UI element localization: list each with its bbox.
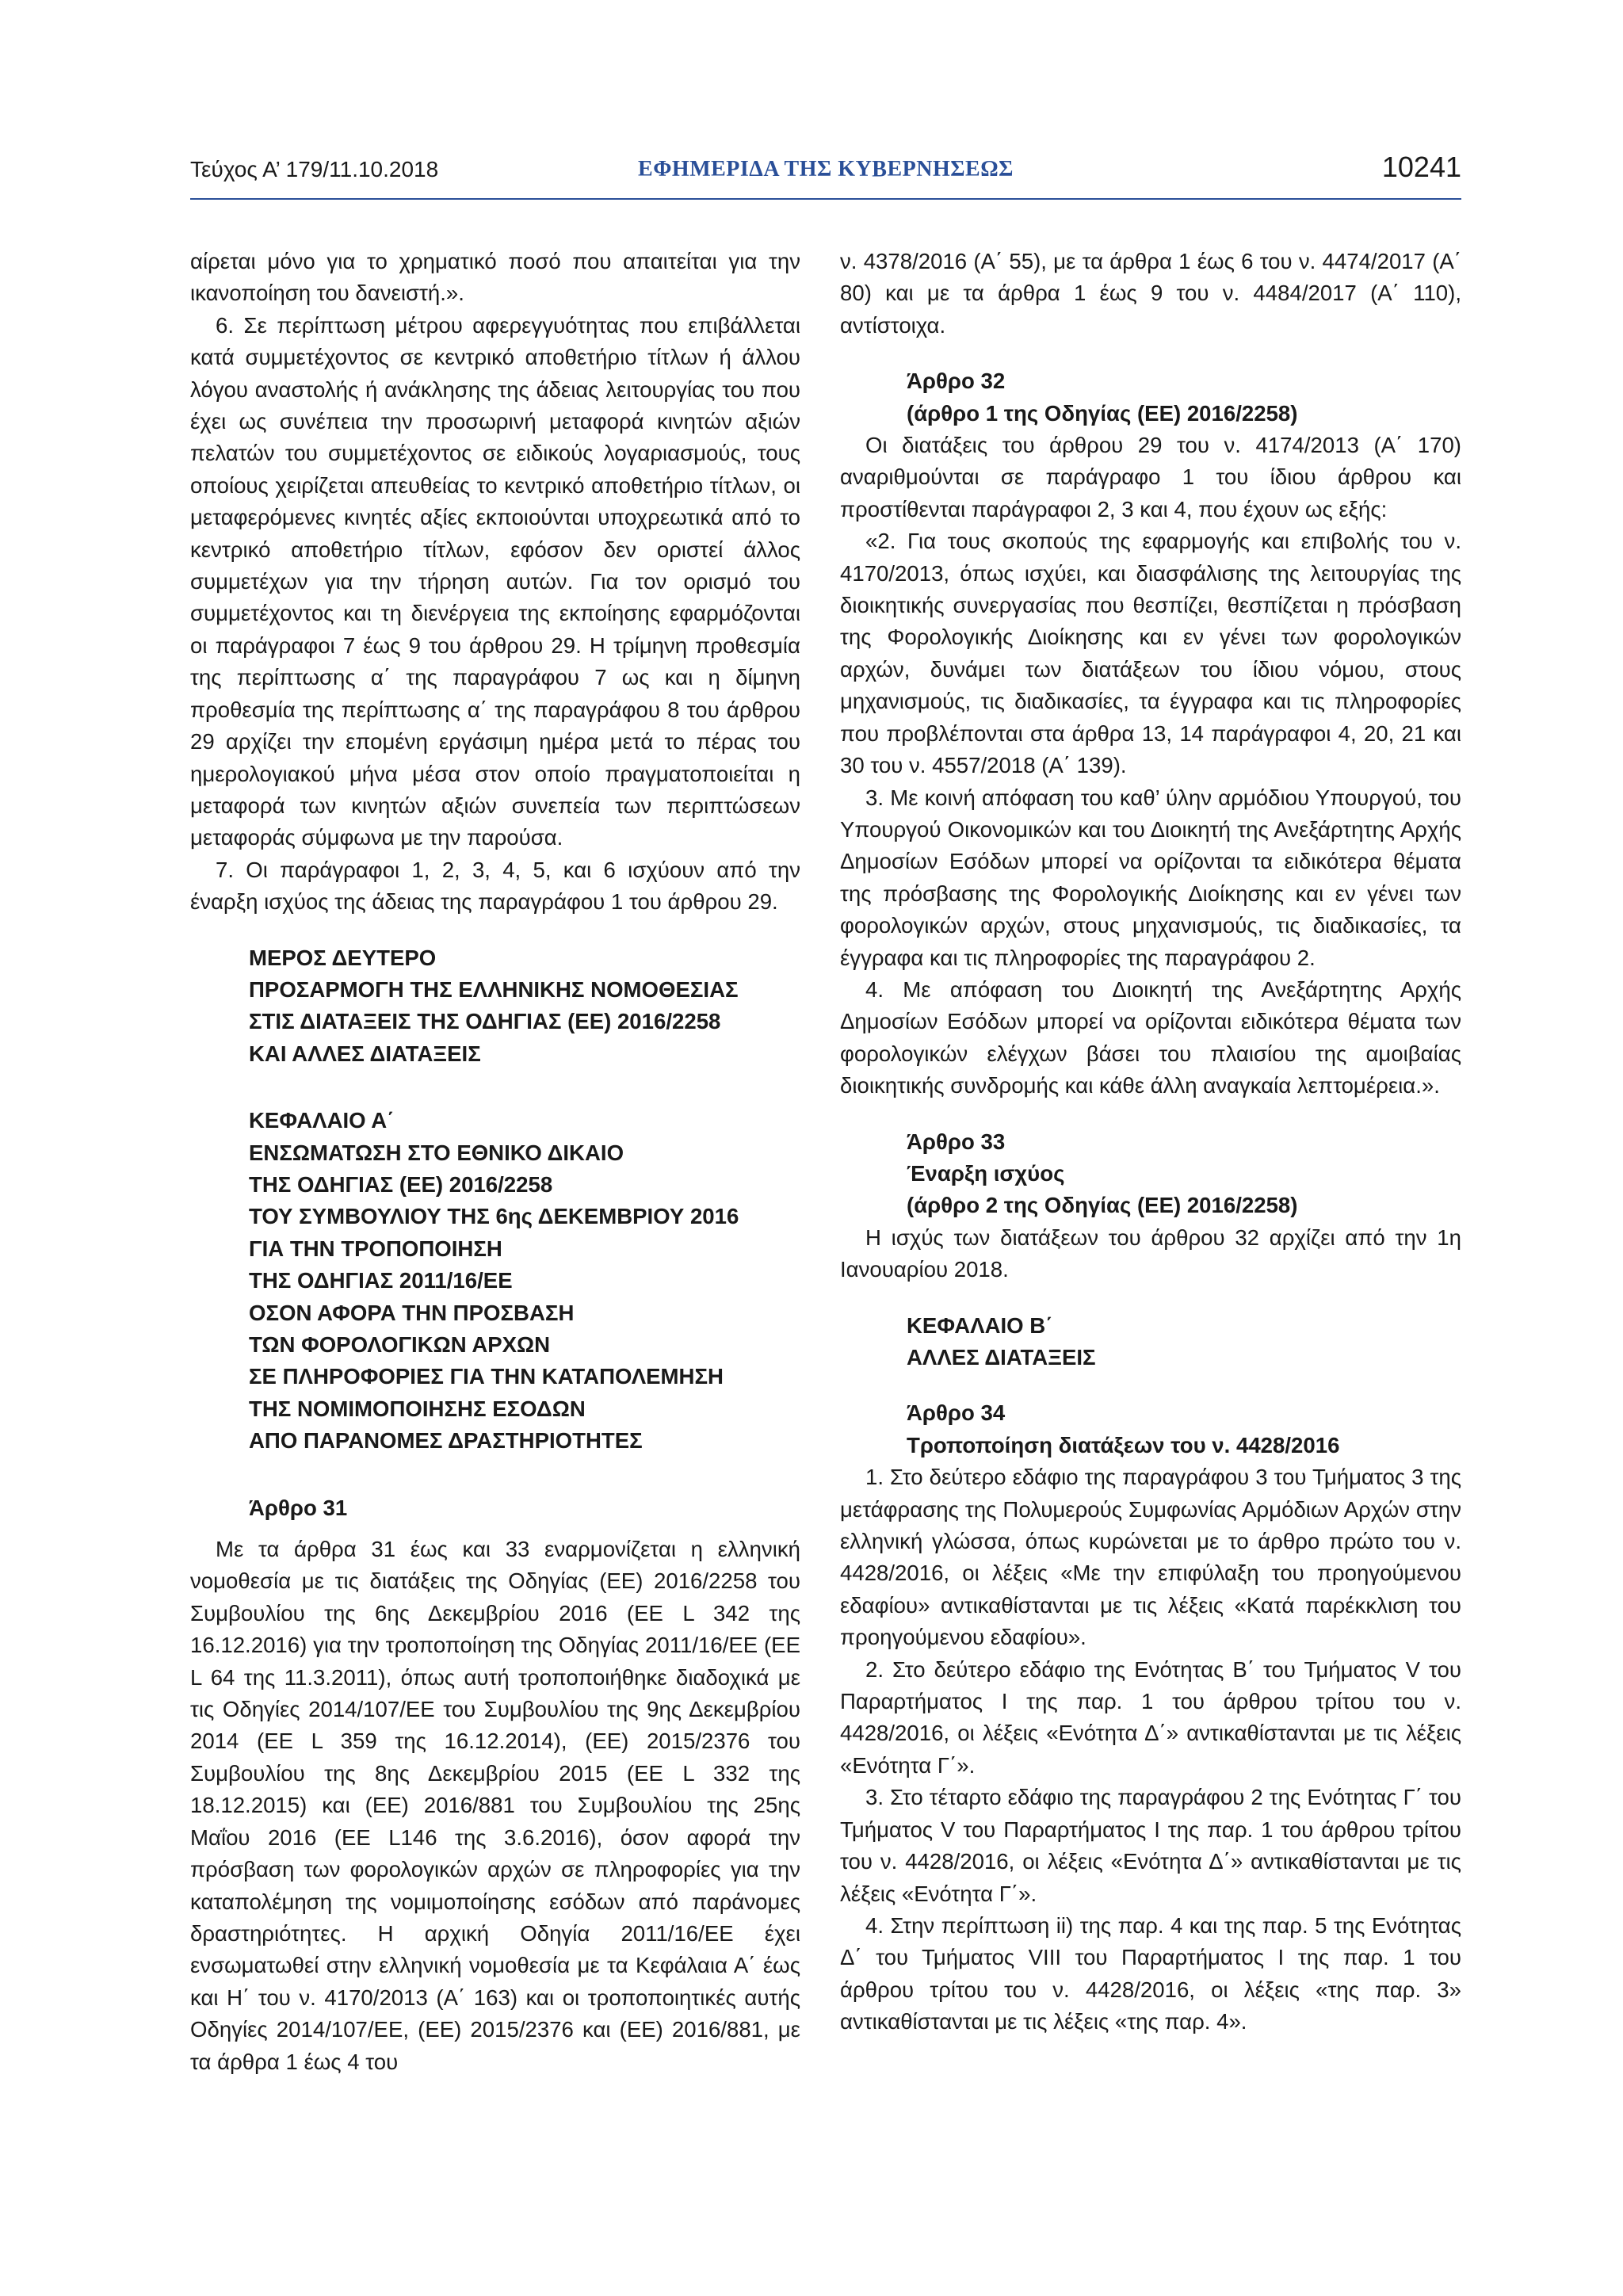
article-33-title: Άρθρο 33 (907, 1129, 1006, 1154)
paragraph: 7. Οι παράγραφοι 1, 2, 3, 4, 5, και 6 ισχύουν από την έναρξη ισχύος της άδειας της παραγράφου 1 του άρθρου 29. (190, 857, 800, 915)
chapter-b-heading (840, 1310, 1461, 1374)
heading-line: ΕΝΣΩΜΑΤΩΣΗ ΣΤΟ ΕΘΝΙΚΟ ΔΙΚΑΙΟ (249, 1140, 624, 1165)
heading-line: ΚΑΙ ΑΛΛΕΣ ΔΙΑΤΑΞΕΙΣ (249, 1041, 481, 1066)
paragraph: 2. Στο δεύτερο εδάφιο της Ενότητας Β΄ του Τμήματος V του Παραρτήματος Ι της παρ. 1 του άρθρου τρίτου του ν. 4428/2016, οι λέξεις «Ενότητα Δ΄» αντικαθίστανται με τις λέξεις «Ενότητα Γ΄». (840, 1656, 1461, 1778)
heading-line: ΜΕΡΟΣ ΔΕΥΤΕΡΟ (249, 945, 437, 970)
heading-line: ΤΗΣ ΝΟΜΙΜΟΠΟΙΗΣΗΣ ΕΣΟΔΩΝ (249, 1396, 586, 1421)
article-31-title: Άρθρο 31 (249, 1495, 348, 1520)
paragraph: 6. Σε περίπτωση μέτρου αφερεγγυότητας που επιβάλλεται κατά συμμετέχοντος σε κεντρικό αποθετήριο τίτλων ή άλλου λόγου αναστολής ή ανάκλησης της άδειας λειτουργίας του που έχει ως συνέπεια την προσωρινή μεταφορά κινητών αξιών πελατών του συμμετέχοντος σε ειδικούς λογαριασμούς, τους οποίους χειρίζεται απευθείας το κεντρικό αποθετήριο τίτλων, οι μεταφερόμενες κινητές αξίες εκποιούνται υποχρεωτικά από το κεντρικό αποθετήριο τίτλων, εφόσον δεν οριστεί άλλος συμμετέχων για την τήρηση αυτών. Για τον ορισμό του συμμετέχοντος και τη διενέργεια της εκποίησης εφαρμόζονται οι παράγραφοι 7 έως 9 του άρθρου 29. Η τρίμηνη προθεσμία της περίπτωσης α΄ της παραγράφου 7 ως και η δίμηνη προθεσμία της περίπτωσης α΄ της παραγράφου 8 του άρθρου 29 αρχίζει την επομένη εργάσιμη ημέρα μετά το πέρας του ημερολογιακού μήνα μέσα στον οποίο πραγματοποιείται η μεταφορά των κινητών αξιών συνεπεία των περιπτώσεων μεταφοράς σύμφωνα με την παρούσα. (190, 312, 800, 850)
article-34-subtitle: Τροποποίηση διατάξεων του ν. 4428/2016 (907, 1432, 1340, 1457)
article-33-subtitle: (άρθρο 2 της Οδηγίας (ΕΕ) 2016/2258) (907, 1193, 1298, 1218)
chapter-heading (190, 1105, 800, 1457)
part-heading (190, 942, 800, 1071)
paragraph: Με τα άρθρα 31 έως και 33 εναρμονίζεται η ελληνική νομοθεσία με τις διατάξεις της Οδηγίας (ΕΕ) 2016/2258 του Συμβουλίου της 6ης Δεκεμβρίου 2016 (ΕΕ L 342 της 16.12.2016) για την τροποποίηση της Οδηγίας 2011/16/ΕΕ (ΕΕ L 64 της 11.3.2011), όπως αυτή τροποποιήθηκε διαδοχικά με τις Οδηγίες 2014/107/ΕΕ του Συμβουλίου της 9ης Δεκεμβρίου 2014 (ΕΕ L 359 της 16.12.2014), (ΕΕ) 2015/2376 του Συμβουλίου της 8ης Δεκεμβρίου 2015 (ΕΕ L 332 της 18.12.2015) και (ΕΕ) 2016/881 του Συμβουλίου της 25ης Μαΐου 2016 (ΕΕ L146 της 3.6.2016), όσον αφορά την πρόσβαση των φορολογικών αρχών σε πληροφορίες για την καταπολέμηση της νομιμοποίησης εσόδων από παράνομες δραστηριότητες. Η αρχική Οδηγία 2011/16/ΕΕ έχει ενσωματωθεί στην ελληνική νομοθεσία με τα Κεφάλαια Α΄ έως και Η΄ του ν. 4170/2013 (Α΄ 163) και οι τροποποιητικές αυτής Οδηγίες 2014/107/ΕΕ, (ΕΕ) 2015/2376 και (ΕΕ) 2016/881, με τα άρθρα 1 έως 4 του (190, 1537, 800, 2074)
paragraph: 3. Με κοινή απόφαση του καθ’ ύλην αρμόδιου Υπουργού, του Υπουργού Οικονομικών και του Διοικητή της Ανεξάρτητης Αρχής Δημοσίων Εσόδων μπορεί να ορίζονται τα ειδικότερα θέματα της πρόσβασης της Φορολογικής Διοίκησης και εν γένει των φορολογικών αρχών, στους μηχανισμούς, τις διαδικασίες, τα έγγραφα και τις πληροφορίες της παραγράφου 2. (840, 785, 1461, 970)
heading-line: ΚΕΦΑΛΑΙΟ Β΄ (907, 1312, 1053, 1338)
journal-title: ΕΦΗΜΕΡΙΔΑ ΤΗΣ ΚΥΒΕΡΝΗΣΕΩΣ (638, 157, 1014, 181)
heading-line: ΚΕΦΑΛΑΙΟ Α΄ (249, 1108, 395, 1133)
article-32-title: Άρθρο 32 (907, 369, 1006, 394)
paragraph: 4. Στην περίπτωση ii) της παρ. 4 και της παρ. 5 της Ενότητας Δ΄ του Τμήματος VIII του Παραρτήματος Ι της παρ. 1 του άρθρου τρίτου του ν. 4428/2016, οι λέξεις «της παρ. 3» αντικαθίστανται με τις λέξεις «της παρ. 4». (840, 1912, 1461, 2034)
heading-line: ΣΤΙΣ ΔΙΑΤΑΞΕΙΣ ΤΗΣ ΟΔΗΓΙΑΣ (ΕΕ) 2016/2258 (249, 1009, 721, 1034)
paragraph: 1. Στο δεύτερο εδάφιο της παραγράφου 3 του Τμήματος 3 της μετάφρασης της Πολυμερούς Συμφωνίας Αρμόδιων Αρχών στην ελληνική γλώσσα, όπως κυρώνεται με το άρθρο πρώτο του ν. 4428/2016, οι λέξεις «Με την επιφύλαξη του προηγούμενου εδαφίου» αντικαθίστανται με τις λέξεις «Κατά παρέκκλιση του προηγούμενου εδαφίου». (840, 1465, 1461, 1650)
issue-number: Τεύχος Α’ 179/11.10.2018 (190, 157, 439, 181)
heading-line: ΑΛΛΕΣ ΔΙΑΤΑΞΕΙΣ (907, 1345, 1096, 1370)
page-header (190, 151, 1461, 197)
paragraph: 4. Με απόφαση του Διοικητή της Ανεξάρτητης Αρχής Δημοσίων Εσόδων μπορεί να ορίζονται ειδικότερα θέματα των φορολογικών ελέγχων βάσει του πλαισίου της αμοιβαίας διοικητικής συνδρομής και κάθε άλλη αναγκαία λεπτομέρεια.». (840, 976, 1461, 1098)
paragraph: αίρεται μόνο για το χρηματικό ποσό που απαιτείται για την ικανοποίηση του δανειστή.». (190, 249, 800, 306)
heading-line: ΤΗΣ ΟΔΗΓΙΑΣ 2011/16/ΕΕ (249, 1268, 513, 1293)
heading-line: ΑΠΟ ΠΑΡΑΝΟΜΕΣ ΔΡΑΣΤΗΡΙΟΤΗΤΕΣ (249, 1428, 643, 1454)
article-32-subtitle: (άρθρο 1 της Οδηγίας (ΕΕ) 2016/2258) (907, 400, 1298, 426)
header-rule (190, 198, 1461, 200)
paragraph: 3. Στο τέταρτο εδάφιο της παραγράφου 2 της Ενότητας Γ΄ του Τμήματος V του Παραρτήματος Ι της παρ. 1 του άρθρου τρίτου του ν. 4428/2016, οι λέξεις «Ενότητα Δ΄» αντικαθίστανται με τις λέξεις «Ενότητα Γ΄». (840, 1785, 1461, 1906)
paragraph: Η ισχύς των διατάξεων του άρθρου 32 αρχίζει από την 1η Ιανουαρίου 2018. (840, 1224, 1461, 1282)
heading-line: ΤΟΥ ΣΥΜΒΟΥΛΙΟΥ ΤΗΣ 6ης ΔΕΚΕΜΒΡΙΟΥ 2016 (249, 1204, 739, 1229)
heading-line: ΤΩΝ ΦΟΡΟΛΟΓΙΚΩΝ ΑΡΧΩΝ (249, 1332, 551, 1357)
article-33-heading: Έναρξη ισχύος (907, 1160, 1065, 1186)
page-number: 10241 (1381, 151, 1461, 183)
paragraph: Οι διατάξεις του άρθρου 29 του ν. 4174/2013 (Α΄ 170) αναριθμούνται σε παράγραφο 1 του ίδιου άρθρου και προστίθενται παράγραφοι 2, 3 και 4, που έχουν ως εξής: (840, 433, 1461, 521)
paragraph: ν. 4378/2016 (Α΄ 55), με τα άρθρα 1 έως 6 του ν. 4474/2017 (Α΄ 80) και με τα άρθρα 1 έως 9 του ν. 4484/2017 (Α΄ 110), αντίστοιχα. (840, 249, 1461, 338)
heading-line: ΣΕ ΠΛΗΡΟΦΟΡΙΕΣ ΓΙΑ ΤΗΝ ΚΑΤΑΠΟΛΕΜΗΣΗ (249, 1364, 724, 1389)
article-34-title: Άρθρο 34 (907, 1400, 1006, 1426)
paragraph: «2. Για τους σκοπούς της εφαρμογής και επιβολής του ν. 4170/2013, όπως ισχύει, και διασφάλισης της λειτουργίας της διοικητικής συνεργασίας που θεσπίζει, θεσπίζεται η πρόσβαση της Φορολογικής Διοίκησης και εν γένει των φορολογικών αρχών, δυνάμει των διατάξεων του ίδιου νόμου, στους μηχανισμούς, τις διαδικασίες, τα έγγραφα και τις πληροφορίες που προβλέπονται στα άρθρα 13, 14 παράγραφοι 4, 20, 21 και 30 του ν. 4557/2018 (Α΄ 139). (840, 529, 1461, 778)
heading-line: ΟΣΟΝ ΑΦΟΡΑ ΤΗΝ ΠΡΟΣΒΑΣΗ (249, 1300, 575, 1325)
heading-line: ΓΙΑ ΤΗΝ ΤΡΟΠΟΠΟΙΗΣΗ (249, 1236, 502, 1261)
left-column (190, 246, 800, 2078)
right-column (840, 246, 1461, 2038)
heading-line: ΤΗΣ ΟΔΗΓΙΑΣ (ΕΕ) 2016/2258 (249, 1171, 553, 1197)
heading-line: ΠΡΟΣΑΡΜΟΓΗ ΤΗΣ ΕΛΛΗΝΙΚΗΣ ΝΟΜΟΘΕΣΙΑΣ (249, 976, 739, 1002)
